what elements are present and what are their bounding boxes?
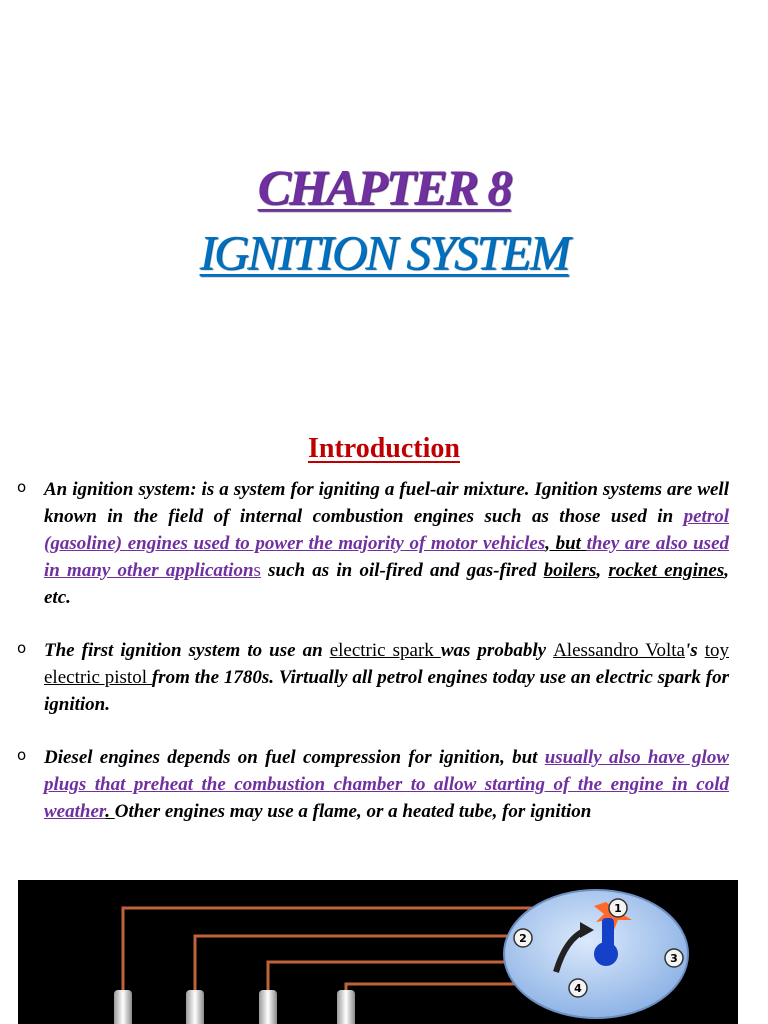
link-other-applications-end[interactable]: s	[253, 560, 261, 581]
link-toy-electric-pistol[interactable]: toy electric pistol	[44, 640, 729, 688]
bullet-marker: o	[17, 478, 27, 496]
section-heading: Introduction	[308, 433, 460, 464]
text-run: 's	[685, 640, 705, 661]
spark-plug-icon	[186, 990, 204, 1024]
link-vehicles[interactable]: vehicles	[482, 533, 546, 554]
paragraph-3	[44, 744, 729, 825]
spark-plug-icon	[259, 990, 277, 1024]
text-run: Other engines may use a flame, or a heated tube, for ignition	[114, 801, 592, 822]
paragraph-2	[44, 637, 729, 718]
ignition-diagram	[18, 880, 738, 1024]
link-boilers[interactable]: boilers	[543, 560, 597, 581]
link-other-applications[interactable]: they are also used in many other application	[44, 533, 730, 581]
text-run: from the 1780s. Virtually all petrol engines today use an electric spark for ignition.	[44, 667, 729, 715]
rotor-hub	[594, 942, 618, 966]
terminal-label: 4	[574, 982, 582, 995]
spark-plug-icon	[337, 990, 355, 1024]
terminal-label: 3	[670, 952, 678, 965]
text-run: such as in oil-fired and gas-fired	[260, 560, 544, 581]
spark-plug-icon	[114, 990, 132, 1024]
link-glow-plugs[interactable]: usually also have glow plugs that preheat the combustion chamber to allow starting of the engine in cold weather	[44, 747, 730, 822]
text-run: , etc.	[44, 560, 729, 608]
link-petrol[interactable]: petrol	[683, 506, 729, 527]
text-run: , but	[545, 533, 587, 554]
link-alessandro-volta[interactable]: Alessandro Volta	[553, 640, 685, 661]
text-run: was probably	[440, 640, 554, 661]
subject-title: IGNITION SYSTEM	[199, 225, 569, 280]
text-run: The first ignition system to use an	[44, 640, 330, 661]
bullet-marker: o	[17, 746, 27, 764]
chapter-title: CHAPTER 8	[257, 159, 511, 215]
link-electric-spark[interactable]: electric spark	[329, 640, 441, 661]
text-run: .	[105, 801, 115, 822]
spark-plugs	[114, 990, 355, 1024]
text-run: Diesel engines depends on fuel compression for ignition, but	[44, 747, 545, 768]
link-rocket-engines[interactable]: rocket engines	[608, 560, 725, 581]
link-gasoline-engines[interactable]: (gasoline) engines used to power the majority of motor	[44, 533, 483, 554]
text-run: An ignition system: is a system for igniting a fuel-air mixture. Ignition systems are well known in the field of internal combustion engines such as those used in	[44, 479, 729, 527]
distributor-illustration	[18, 880, 738, 1024]
text-run: ,	[596, 560, 609, 581]
terminal-label: 2	[519, 932, 527, 945]
terminal-label: 1	[614, 902, 622, 915]
bullet-marker: o	[17, 639, 27, 657]
paragraph-1	[44, 476, 729, 611]
